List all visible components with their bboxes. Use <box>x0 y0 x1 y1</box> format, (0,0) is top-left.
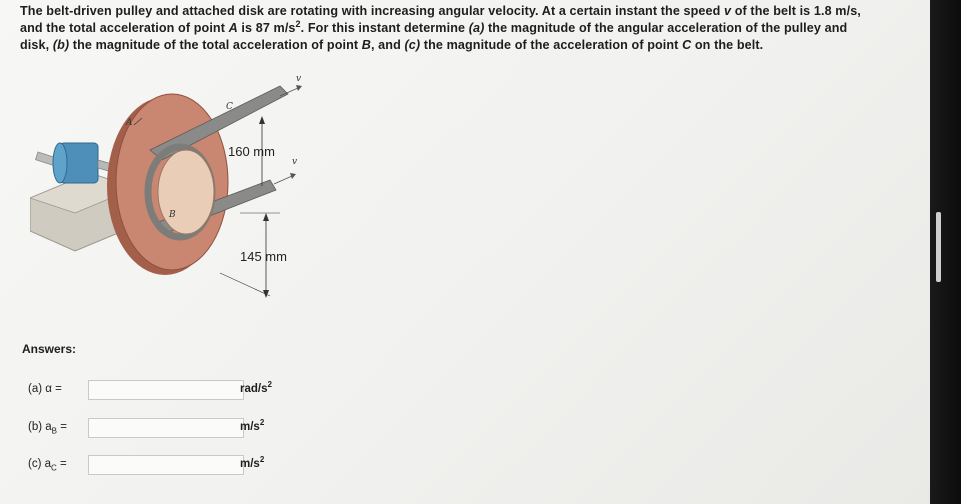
answer-a-label: (a) α = <box>28 383 62 395</box>
dimension-top-label: 160 mm <box>228 144 275 159</box>
answer-c-unit: $m/s^2$ <box>240 455 265 470</box>
velocity-mid-label: v <box>292 157 298 167</box>
window-edge <box>930 0 961 504</box>
answer-b-label: (b) $a_B$ = <box>28 421 67 436</box>
answer-c-label: (c) $a_C$ = <box>28 458 67 473</box>
point-b-label: B <box>169 210 176 220</box>
answer-b-input[interactable] <box>88 418 244 438</box>
answer-a-unit: rad/$s^2$ <box>240 380 272 395</box>
velocity-top-label: v <box>296 74 302 84</box>
answers-title: Answers: <box>22 342 77 356</box>
scrollbar-thumb[interactable] <box>936 212 941 282</box>
answer-b-unit: $m/s^2$ <box>240 418 265 433</box>
pulley-figure <box>30 68 330 308</box>
pulley-diagram <box>30 68 330 308</box>
problem-statement: The belt-driven pulley and attached disk are rotating with increasing angular velocity. At a certain instant the speed v of the belt is 1.8 m/s, and the total acceleration of point A is 87 $m/s^2$. For this instant determine (a) the magnitude of the angular acceleration of the pulley and disk, (b) the magnitude of the total acceleration of point B, and (c) the magnitude of the acceleration of point C on the belt. <box>20 4 861 52</box>
dimension-bottom-label: 145 mm <box>240 249 287 264</box>
point-c-label: C <box>226 102 233 112</box>
answer-a-input[interactable] <box>88 380 244 400</box>
answer-c-input[interactable] <box>88 455 244 475</box>
pulley <box>158 150 214 234</box>
point-a-label: A <box>126 118 133 128</box>
